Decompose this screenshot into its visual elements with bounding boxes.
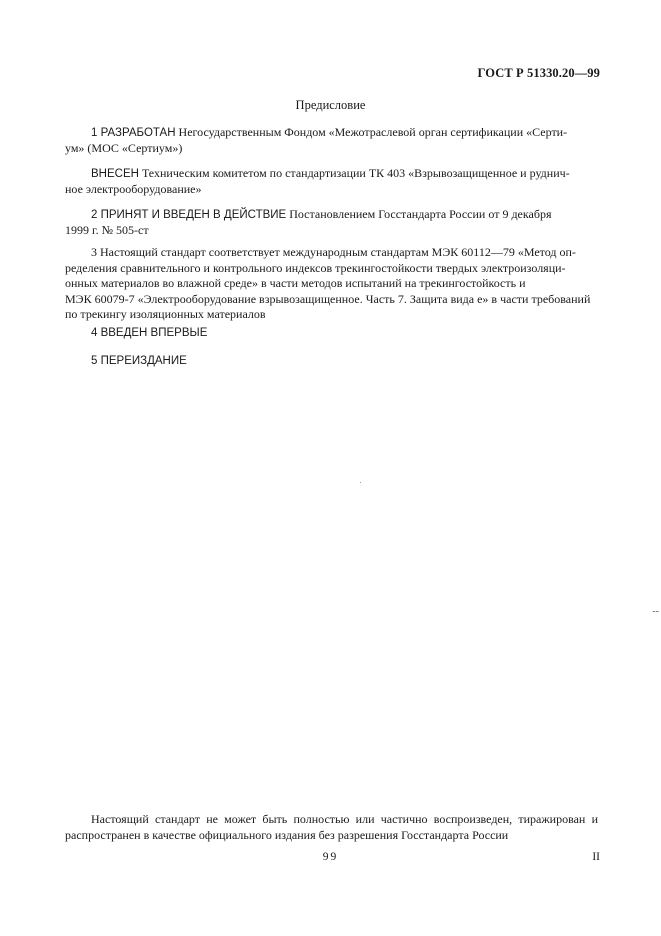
item-lead: 5 ПЕРЕИЗДАНИЕ: [91, 355, 187, 367]
item-continuation: ное электрооборудование»: [65, 182, 202, 196]
copyright-line-1: Настоящий стандарт не может быть полностью или частично воспроизведен, тиражирован и: [91, 812, 598, 826]
standard-code: ГОСТ Р 51330.20—99: [477, 66, 600, 80]
page-number-center: 99: [322, 851, 339, 863]
preface-item-3: [65, 245, 598, 323]
page-title: Предисловие: [295, 98, 366, 112]
item-continuation: ум» (МОС «Сертиум»): [65, 141, 183, 155]
preface-item-1: [65, 125, 598, 156]
item-text: Постановлением Госстандарта России от 9 декабря: [286, 207, 552, 221]
item-lead: 4 ВВЕДЕН ВПЕРВЫЕ: [91, 327, 208, 339]
item-continuation: ределения сравнительного и контрольного индексов трекингостойкости твердых электроизоляци-: [65, 260, 566, 275]
copyright-note: [65, 811, 598, 843]
copyright-line-2: распространен в качестве официального издания без разрешения Госстандарта России: [65, 828, 509, 842]
item-continuation: 1999 г. № 505-ст: [65, 223, 149, 237]
item-text: 3 Настоящий стандарт соответствует международным стандартам МЭК 60112—79 «Метод оп-: [91, 245, 576, 259]
preface-item-5: [91, 353, 187, 368]
preface-item-2: [65, 207, 598, 238]
item-lead: 2 ПРИНЯТ И ВВЕДЕН В ДЕЙСТВИЕ: [91, 209, 287, 221]
page-number-right: II: [592, 851, 600, 863]
preface-item-4: [91, 325, 207, 340]
item-lead: 1 РАЗРАБОТАН: [91, 127, 176, 139]
preface-item-introduced: [65, 166, 598, 197]
item-continuation: онных материалов во влажной среде» в части методов испытаний на трекингостойкость и: [65, 276, 526, 290]
item-text: Техническим комитетом по стандартизации ТК 403 «Взрывозащищенное и руднич-: [138, 166, 570, 180]
item-continuation: по трекингу изоляционных материалов: [65, 307, 266, 321]
item-text: Негосударственным Фондом «Межотраслевой орган сертификации «Серти-: [175, 125, 568, 139]
edge-mark: --: [652, 606, 659, 617]
item-continuation: МЭК 60079-7 «Электрооборудование взрывозащищенное. Часть 7. Защита вида e» в части требований: [65, 291, 591, 306]
scan-speck: [360, 482, 361, 483]
item-lead: ВНЕСЕН: [91, 168, 139, 180]
